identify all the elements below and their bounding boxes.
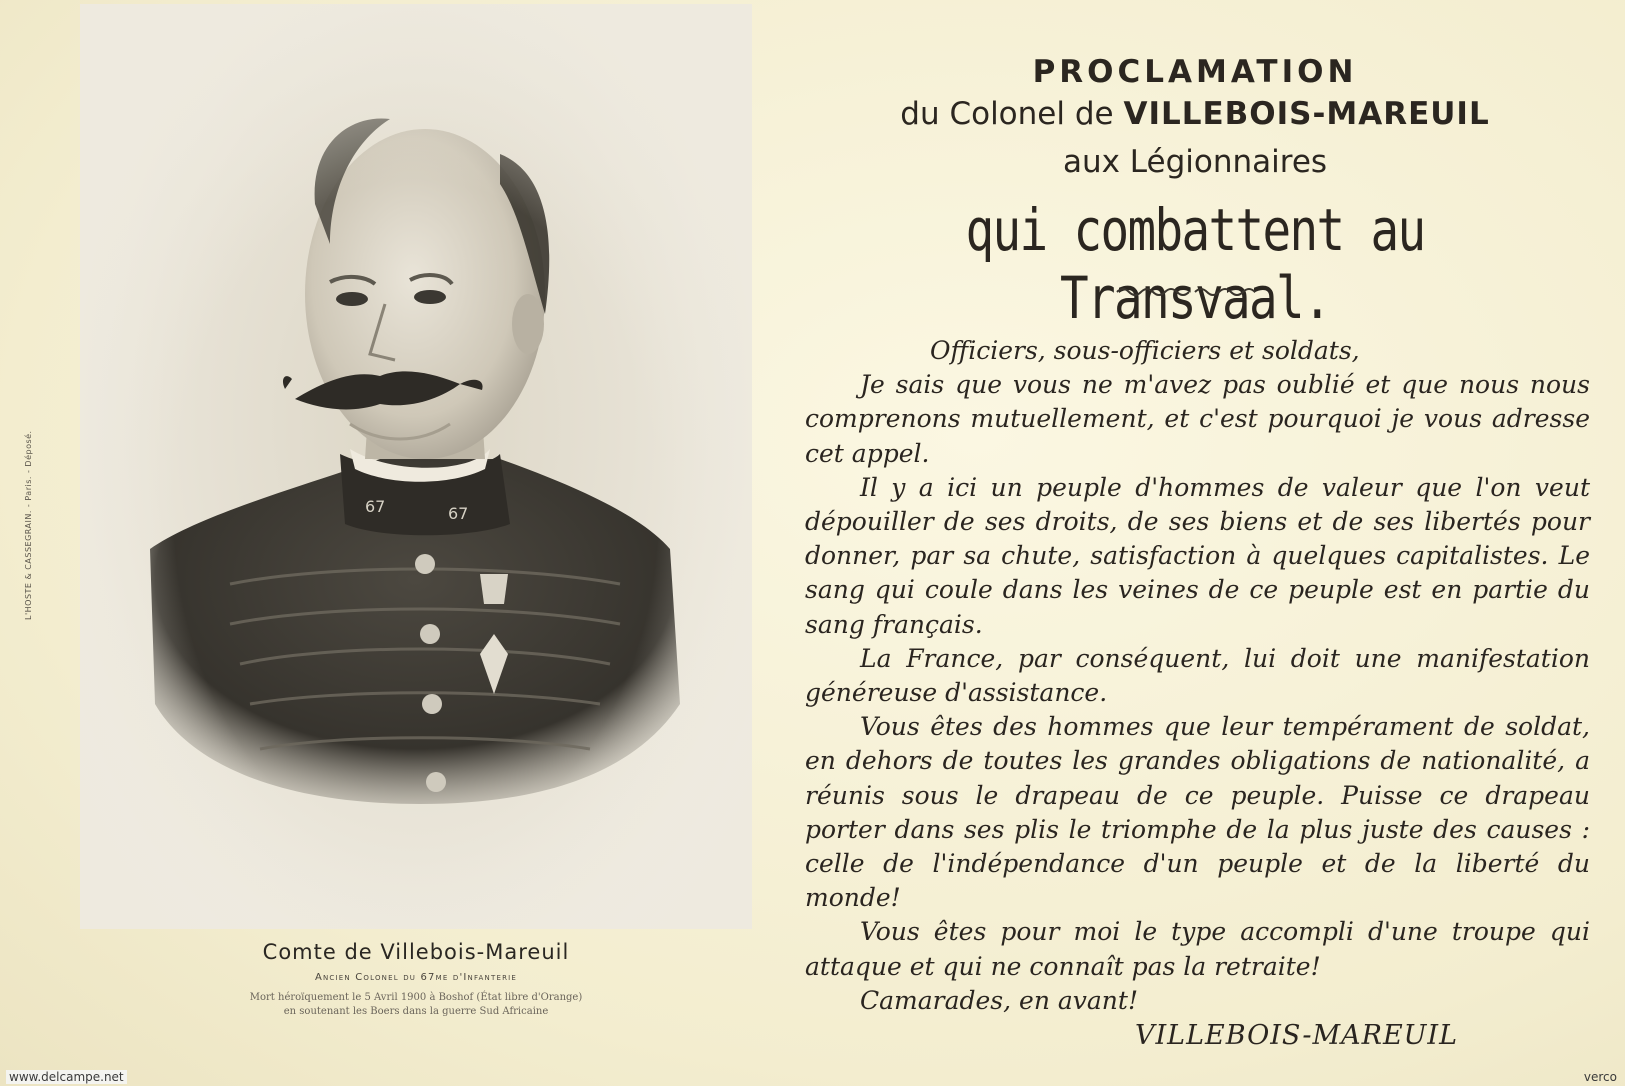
paragraph-5: Vous êtes pour moi le type accompli d'une troupe qui attaque et qui ne connaît pas la retraite! — [805, 917, 1590, 981]
salutation: Officiers, sous-officiers et soldats, — [930, 336, 1360, 365]
caption-line-2: en soutenant les Boers dans la guerre Sud Africaine — [283, 1006, 549, 1017]
portrait-caption — [80, 940, 752, 1019]
watermark-left: www.delcampe.net — [6, 1070, 127, 1084]
portrait-photo — [80, 4, 752, 929]
caption-name: Comte de Villebois-Mareuil — [262, 940, 570, 964]
paragraph-2: Il y a ici un peuple d'hommes de valeur que l'on veut dépouiller de ses droits, de ses biens et de ses libertés pour donner, par sa chute, satisfaction à quelques capitalistes. Le sang qui coule dans les veines de ce peuple est en partie du sang français. — [805, 472, 1590, 639]
proclamation-author-line — [790, 96, 1600, 132]
paragraph-4: Vous êtes des hommes que leur tempérament de soldat, en dehors de toutes les grandes obligations de nationalité, a réunis sous le drapeau de ce peuple. Puisse ce drapeau porter dans ses plis le triomphe de la plus juste des causes : celle de l'indépendance d'un peuple et de la liberté du monde! — [805, 712, 1590, 913]
printer-imprint: L'HOSTE & CASSEGRAIN. - Paris. - Déposé. — [24, 430, 33, 620]
caption-line-1: Mort héroïquement le 5 Avril 1900 à Boshof (État libre d'Orange) — [249, 992, 583, 1003]
signature: VILLEBOIS-MAREUIL — [1135, 1020, 1459, 1051]
author-prefix: du Colonel de — [900, 96, 1124, 132]
proclamation-subtitle: qui combattent au Transvaal. — [965, 196, 1425, 332]
paragraph-3: La France, par conséquent, lui doit une manifestation généreuse d'assistance. — [805, 643, 1590, 708]
proclamation-addressee: aux Légionnaires — [1062, 144, 1328, 180]
paragraph-6: Camarades, en avant! — [860, 985, 1138, 1015]
ornament-divider — [1115, 284, 1265, 298]
proclamation-title: PROCLAMATION — [1032, 54, 1358, 90]
watermark-right: verco — [1583, 1070, 1617, 1084]
caption-rank: Ancien Colonel du 67me d'Infanterie — [314, 972, 518, 983]
portrait-panel — [80, 4, 752, 929]
proclamation-body — [805, 334, 1590, 1018]
paragraph-1: Je sais que vous ne m'avez pas oublié et que nous nous comprenons mutuellement, et c'est pourquoi je vous adresse cet appel. — [805, 370, 1590, 468]
author-name: VILLEBOIS-MAREUIL — [1123, 96, 1490, 132]
caption-details — [80, 991, 752, 1019]
